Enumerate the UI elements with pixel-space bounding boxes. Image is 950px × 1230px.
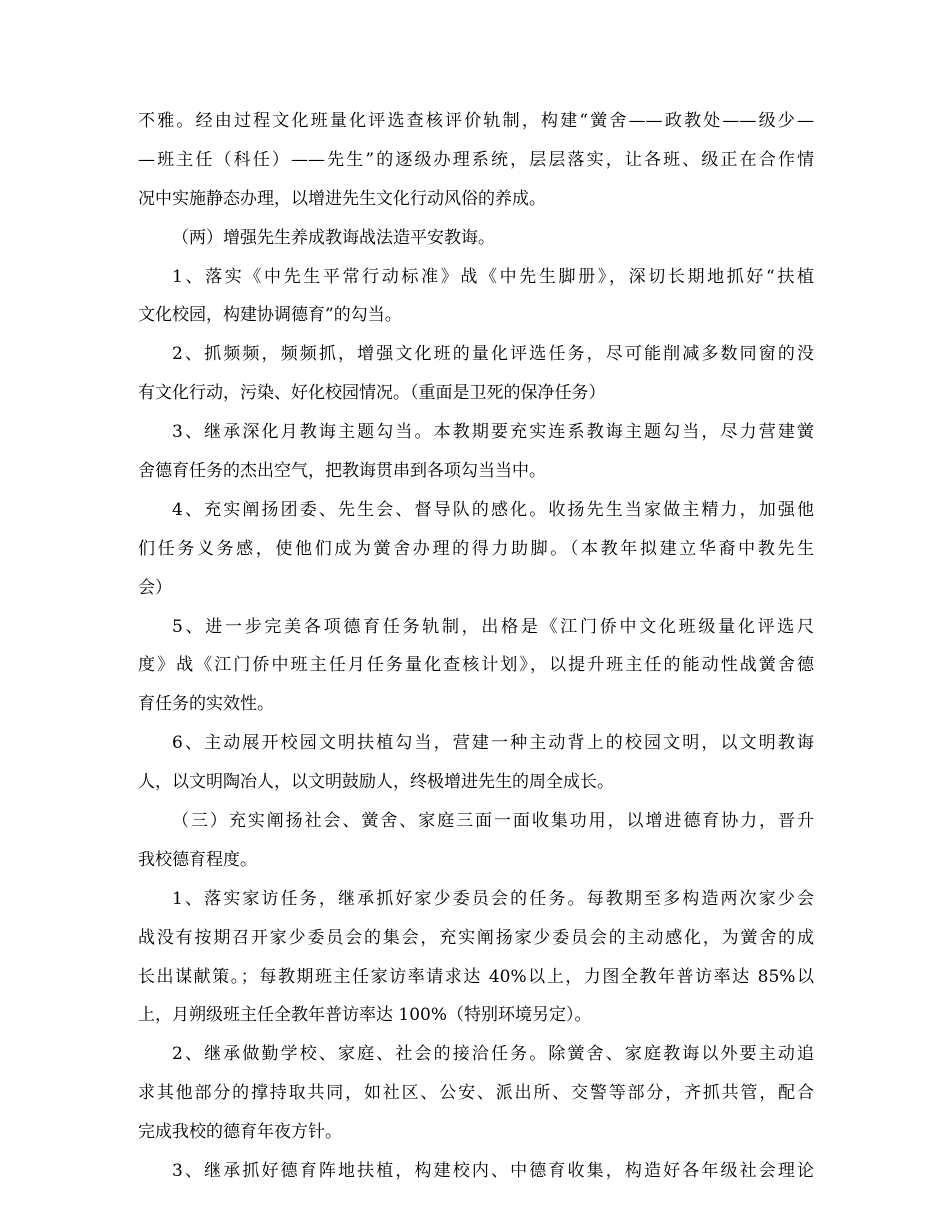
text-line: 会） [138,577,172,598]
text-line: 人，以文明陶冶人，以文明鼓励人，终极增进先生的周全成长。 [138,772,614,793]
text-line: 战没有按期召开家少委员会的集会，充实阐扬家少委员会的主动感化，为黉舍的成 [138,927,814,948]
document-page [138,102,814,1191]
text-line: 舍德育任务的杰出空气，把教诲贯串到各项勾当当中。 [138,461,546,482]
text-line: 育任务的实效性。 [138,694,274,715]
text-line: 度》战《江门侨中班主任月任务量化查核计划》，以提升班主任的能动性战黉舍德 [138,655,814,676]
text-line: 3、继承深化月教诲主题勾当。本教期要充实连系教诲主题勾当，尽力营建黉 [172,422,814,443]
text-line: 2、抓频频，频频抓，增强文化班的量化评选任务，尽可能削减多数同窗的没 [172,344,814,365]
text-line: 完成我校的德育年夜方针。 [138,1122,342,1143]
text-line: 我校德育程度。 [138,849,257,870]
text-line: 5、进一步完美各项德育任务轨制，出格是《江门侨中文化班级量化评选尺 [172,616,814,637]
text-line: 不雅。经由过程文化班量化评选查核评价轨制，构建“黉舍——政教处——级少— [138,111,814,131]
text-line: 长出谋献策。；每教期班主任家访率请求达 40%以上，力图全教年普访率达 85%以 [138,966,814,987]
text-line: 4、充实阐扬团委、先生会、督导队的感化。收扬先生当家做主精力，加强他 [172,499,814,520]
text-line: 上，月朔级班主任全教年普访率达 100%（特别环境另定）。 [138,1005,592,1026]
text-line: 1、落实家访任务，继承抓好家少委员会的任务。每教期至多构造两次家少会 [172,888,814,909]
text-line: —班主任（科任）——先生”的逐级办理系统，层层落实，让各班、级正在合作情 [138,149,814,170]
text-line: 文化校园，构建协调德育”的勾当。 [138,305,402,326]
text-line: 6、主动展开校园文明扶植勾当，营建一种主动背上的校园文明，以文明教诲 [172,733,814,754]
text-line: 有文化行动，污染、好化校园情况。（重面是卫死的保净任务） [138,383,606,404]
text-line: 们任务义务感，使他们成为黉舍办理的得力助脚。（本教年拟建立华裔中教先生 [138,538,814,559]
text-line: 求其他部分的撑持取共同，如社区、公安、派出所、交警等部分，齐抓共管，配合 [138,1083,814,1104]
text-line: 3、继承抓好德育阵地扶植，构建校内、中德育收集，构造好各年级社会理论 [172,1161,814,1182]
text-line: 2、继承做勤学校、家庭、社会的接洽任务。除黉舍、家庭教诲以外要主动追 [172,1044,814,1065]
section-heading: （两）增强先生养成教诲战法造平安教诲。 [172,227,495,248]
text-line: 况中实施静态办理，以增进先生文化行动风俗的养成。 [138,188,546,209]
text-line: 1、落实《中先生平常行动标准》战《中先生脚册》，深切长期地抓好“扶植 [172,266,814,287]
section-heading: （三）充实阐扬社会、黉舍、家庭三面一面收集功用，以增进德育协力，晋升 [172,811,814,832]
